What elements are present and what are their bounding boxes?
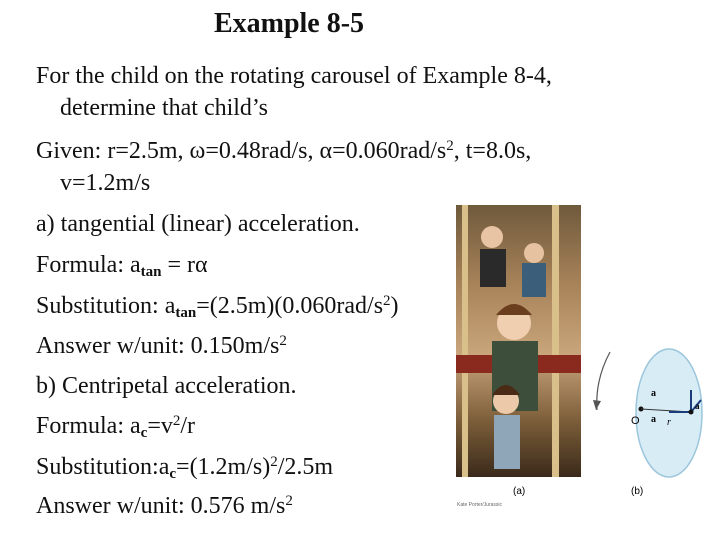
subst-a-end: ) <box>390 293 399 319</box>
label-b: (b) <box>631 486 644 497</box>
intro-line-2: determine that child’s <box>60 95 268 121</box>
answer-a <box>36 332 287 360</box>
given-line-2: v=1.2m/s <box>60 170 151 196</box>
subst-b-mid: =(1.2m/s) <box>176 454 271 480</box>
answer-a-text: Answer w/unit: 0.150m/s <box>36 333 280 359</box>
formula-b-post: /r <box>180 413 196 439</box>
formula-b-mid: =v <box>147 413 173 439</box>
subst-a-sub: tan <box>175 305 197 321</box>
substitution-b <box>36 453 333 481</box>
subst-b-sub: c <box>169 466 177 482</box>
label-aR: a <box>651 414 656 425</box>
label-aT: a <box>651 388 656 399</box>
subst-a-post: =(2.5m)(0.060rad/s <box>196 293 384 319</box>
photo-credit: Kate Porter/Jurassic <box>457 502 503 508</box>
intro-line-1: For the child on the rotating carousel of Example 8-4, <box>36 63 552 89</box>
given-text: Given: r=2.5m, ω=0.48rad/s, α=0.060rad/s <box>36 138 447 164</box>
label-arc: a <box>695 401 700 411</box>
subst-a-sup: 2 <box>383 293 391 309</box>
subst-b-sup: 2 <box>270 454 278 470</box>
subst-b-pre: Substitution:a <box>36 454 170 480</box>
formula-b-sub: c <box>140 425 148 441</box>
part-b-heading: b) Centripetal acceleration. <box>36 373 297 399</box>
formula-b-pre: Formula: a <box>36 413 141 439</box>
formula-a-post: = rα <box>161 252 208 278</box>
formula-b <box>36 412 195 440</box>
answer-b-sup: 2 <box>285 493 293 509</box>
acceleration-diagram <box>455 340 707 510</box>
answer-b <box>36 492 293 520</box>
part-a-heading: a) tangential (linear) acceleration. <box>36 211 360 237</box>
formula-a-sub: tan <box>140 264 162 280</box>
label-a: (a) <box>513 486 526 497</box>
subst-b-post: /2.5m <box>277 454 334 480</box>
subst-a-pre: Substitution: a <box>36 293 176 319</box>
answer-a-sup: 2 <box>279 333 287 349</box>
answer-b-text: Answer w/unit: 0.576 m/s <box>36 493 286 519</box>
label-O: O <box>631 415 640 427</box>
given-sup: 2 <box>446 138 454 154</box>
given-tail: , t=8.0s, <box>453 138 532 164</box>
slide-title: Example 8-5 <box>213 8 365 39</box>
formula-a-pre: Formula: a <box>36 252 141 278</box>
substitution-a <box>36 292 399 320</box>
label-r: r <box>667 417 671 428</box>
given-line-1 <box>36 137 531 165</box>
formula-a <box>36 251 208 279</box>
formula-b-sup: 2 <box>172 413 181 429</box>
